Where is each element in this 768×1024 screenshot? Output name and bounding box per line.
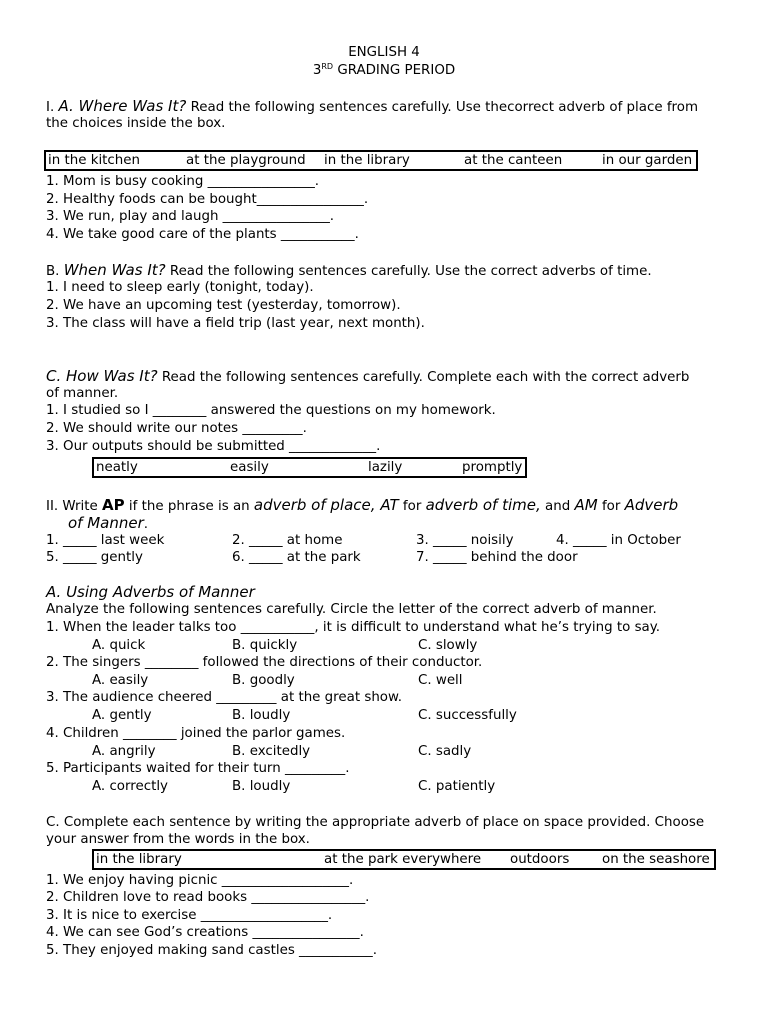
mc-option: B. excitedly [232,744,311,759]
mc-question: 2. The singers ________ followed the directions of their conductor. [46,655,483,670]
section-c-item: 2. Children love to read books _________________. [46,890,370,905]
part2-text: for [398,499,426,514]
grading-text: GRADING PERIOD [333,63,456,78]
word-box-item: in the library [324,153,410,168]
part1b-item: 1. I need to sleep early (tonight, today). [46,280,314,295]
part1b-heading: When Was It? [63,261,166,279]
section-c-item: 5. They enjoyed making sand castles ___________. [46,943,377,958]
mc-option: A. gently [92,708,152,723]
mc-option: B. loudly [232,708,291,723]
part2-item: 1. _____ last week [46,533,165,548]
mc-option: C. patiently [418,779,496,794]
part2-at-code: AT [375,496,399,514]
part1a-item: 1. Mom is busy cooking ________________. [46,174,320,189]
worksheet-title: ENGLISH 4 [348,45,420,60]
mc-option: B. goodly [232,673,295,688]
word-box-item: outdoors [510,852,570,867]
part1a-heading: A. Where Was It? [58,97,187,115]
part2-instruction [46,496,678,516]
part2-am-code: AM [574,496,598,514]
part2-item: 5. _____ gently [46,550,143,565]
mc-option: B. loudly [232,779,291,794]
part2-item: 3. _____ noisily [416,533,514,548]
word-box-item: neatly [96,460,138,475]
section-c-instr-line2: your answer from the words in the box. [46,832,310,847]
mc-question: 3. The audience cheered _________ at the great show. [46,690,402,705]
word-box-item: in the library [96,852,182,867]
mc-option: B. quickly [232,638,298,653]
word-box-item: at the canteen [464,153,563,168]
word-box-item: in our garden [602,153,693,168]
part1a-item: 4. We take good care of the plants ___________. [46,227,359,242]
part2-time-term: adverb of time, [425,496,541,514]
mc-question: 4. Children ________ joined the parlor games. [46,726,346,741]
section-a-heading: A. Using Adverbs of Manner [46,583,255,601]
word-box-item: lazily [368,460,403,475]
part1c-instr-line2: of manner. [46,386,119,401]
word-box-item: easily [230,460,269,475]
word-box-item: at the park everywhere [324,852,482,867]
word-box-item: promptly [462,460,523,475]
part2-item: 6. _____ at the park [232,550,361,565]
part2-text: if the phrase is an [124,499,254,514]
part2-manner-term: Adverb [624,496,679,514]
part2-instr-line2 [68,514,148,534]
part2-text: for [597,499,625,514]
mc-option: A. quick [92,638,146,653]
word-box-place-2 [92,849,716,870]
mc-option: A. angrily [92,744,156,759]
mc-question: 5. Participants waited for their turn _________. [46,761,350,776]
part1a-item: 2. Healthy foods can be bought________________. [46,192,369,207]
part2-period: . [143,517,149,532]
part1c-instr-line1: Read the following sentences carefully. Complete each with the correct adverb [157,370,690,385]
part1b-item: 2. We have an upcoming test (yesterday, tomorrow). [46,298,401,313]
part2-place-term: adverb of place, [253,496,376,514]
mc-option: C. successfully [418,708,517,723]
part1c-item: 2. We should write our notes _________. [46,421,307,436]
word-box-place-1 [44,150,698,171]
part1b-instr: Read the following sentences carefully. Use the correct adverbs of time. [165,264,652,279]
part2-item: 2. _____ at home [232,533,343,548]
part1c-instruction [46,367,689,387]
part1b-item: 3. The class will have a field trip (last year, next month). [46,316,425,331]
part1a-instr-line1: Read the following sentences carefully. Use thecorrect adverb of place from [186,100,699,115]
mc-option: C. well [418,673,463,688]
part2-text: and [540,499,575,514]
part1a-instr-line2: the choices inside the box. [46,116,226,131]
word-box-item: on the seashore [602,852,710,867]
part1c-heading: C. How Was It? [46,367,158,385]
grading-ordinal: RD [321,62,334,71]
part1b-prefix: B. [46,264,64,279]
part2-text: II. Write [46,499,103,514]
part2-manner-term-cont: of Manner [68,514,144,532]
part1c-item: 3. Our outputs should be submitted _____________. [46,439,381,454]
part1a-instruction [46,97,698,117]
mc-option: C. slowly [418,638,478,653]
part1c-item: 1. I studied so I ________ answered the questions on my homework. [46,403,496,418]
part2-ap-code: AP [102,496,125,514]
part1b-instruction [46,261,652,281]
section-c-item: 4. We can see God’s creations ________________. [46,925,364,940]
part2-item: 4. _____ in October [556,533,681,548]
word-box-item: in the kitchen [48,153,140,168]
word-box-item: at the playground [186,153,306,168]
part1-label: I. [46,100,59,115]
section-c-item: 3. It is nice to exercise ___________________. [46,908,333,923]
word-box-manner [92,457,527,478]
mc-option: C. sadly [418,744,472,759]
part2-item: 7. _____ behind the door [416,550,578,565]
grading-period [0,62,768,80]
mc-option: A. easily [92,673,149,688]
mc-option: A. correctly [92,779,168,794]
grading-number: 3 [312,63,322,78]
part1a-item: 3. We run, play and laugh ________________. [46,209,335,224]
mc-question: 1. When the leader talks too ___________, it is difficult to understand what he’s trying to say. [46,620,661,635]
section-c-instr-line1: C. Complete each sentence by writing the appropriate adverb of place on space provided. Choose [46,815,705,830]
section-c-item: 1. We enjoy having picnic ___________________. [46,873,354,888]
section-a-instruction: Analyze the following sentences carefully. Circle the letter of the correct adverb of manner. [46,602,657,617]
